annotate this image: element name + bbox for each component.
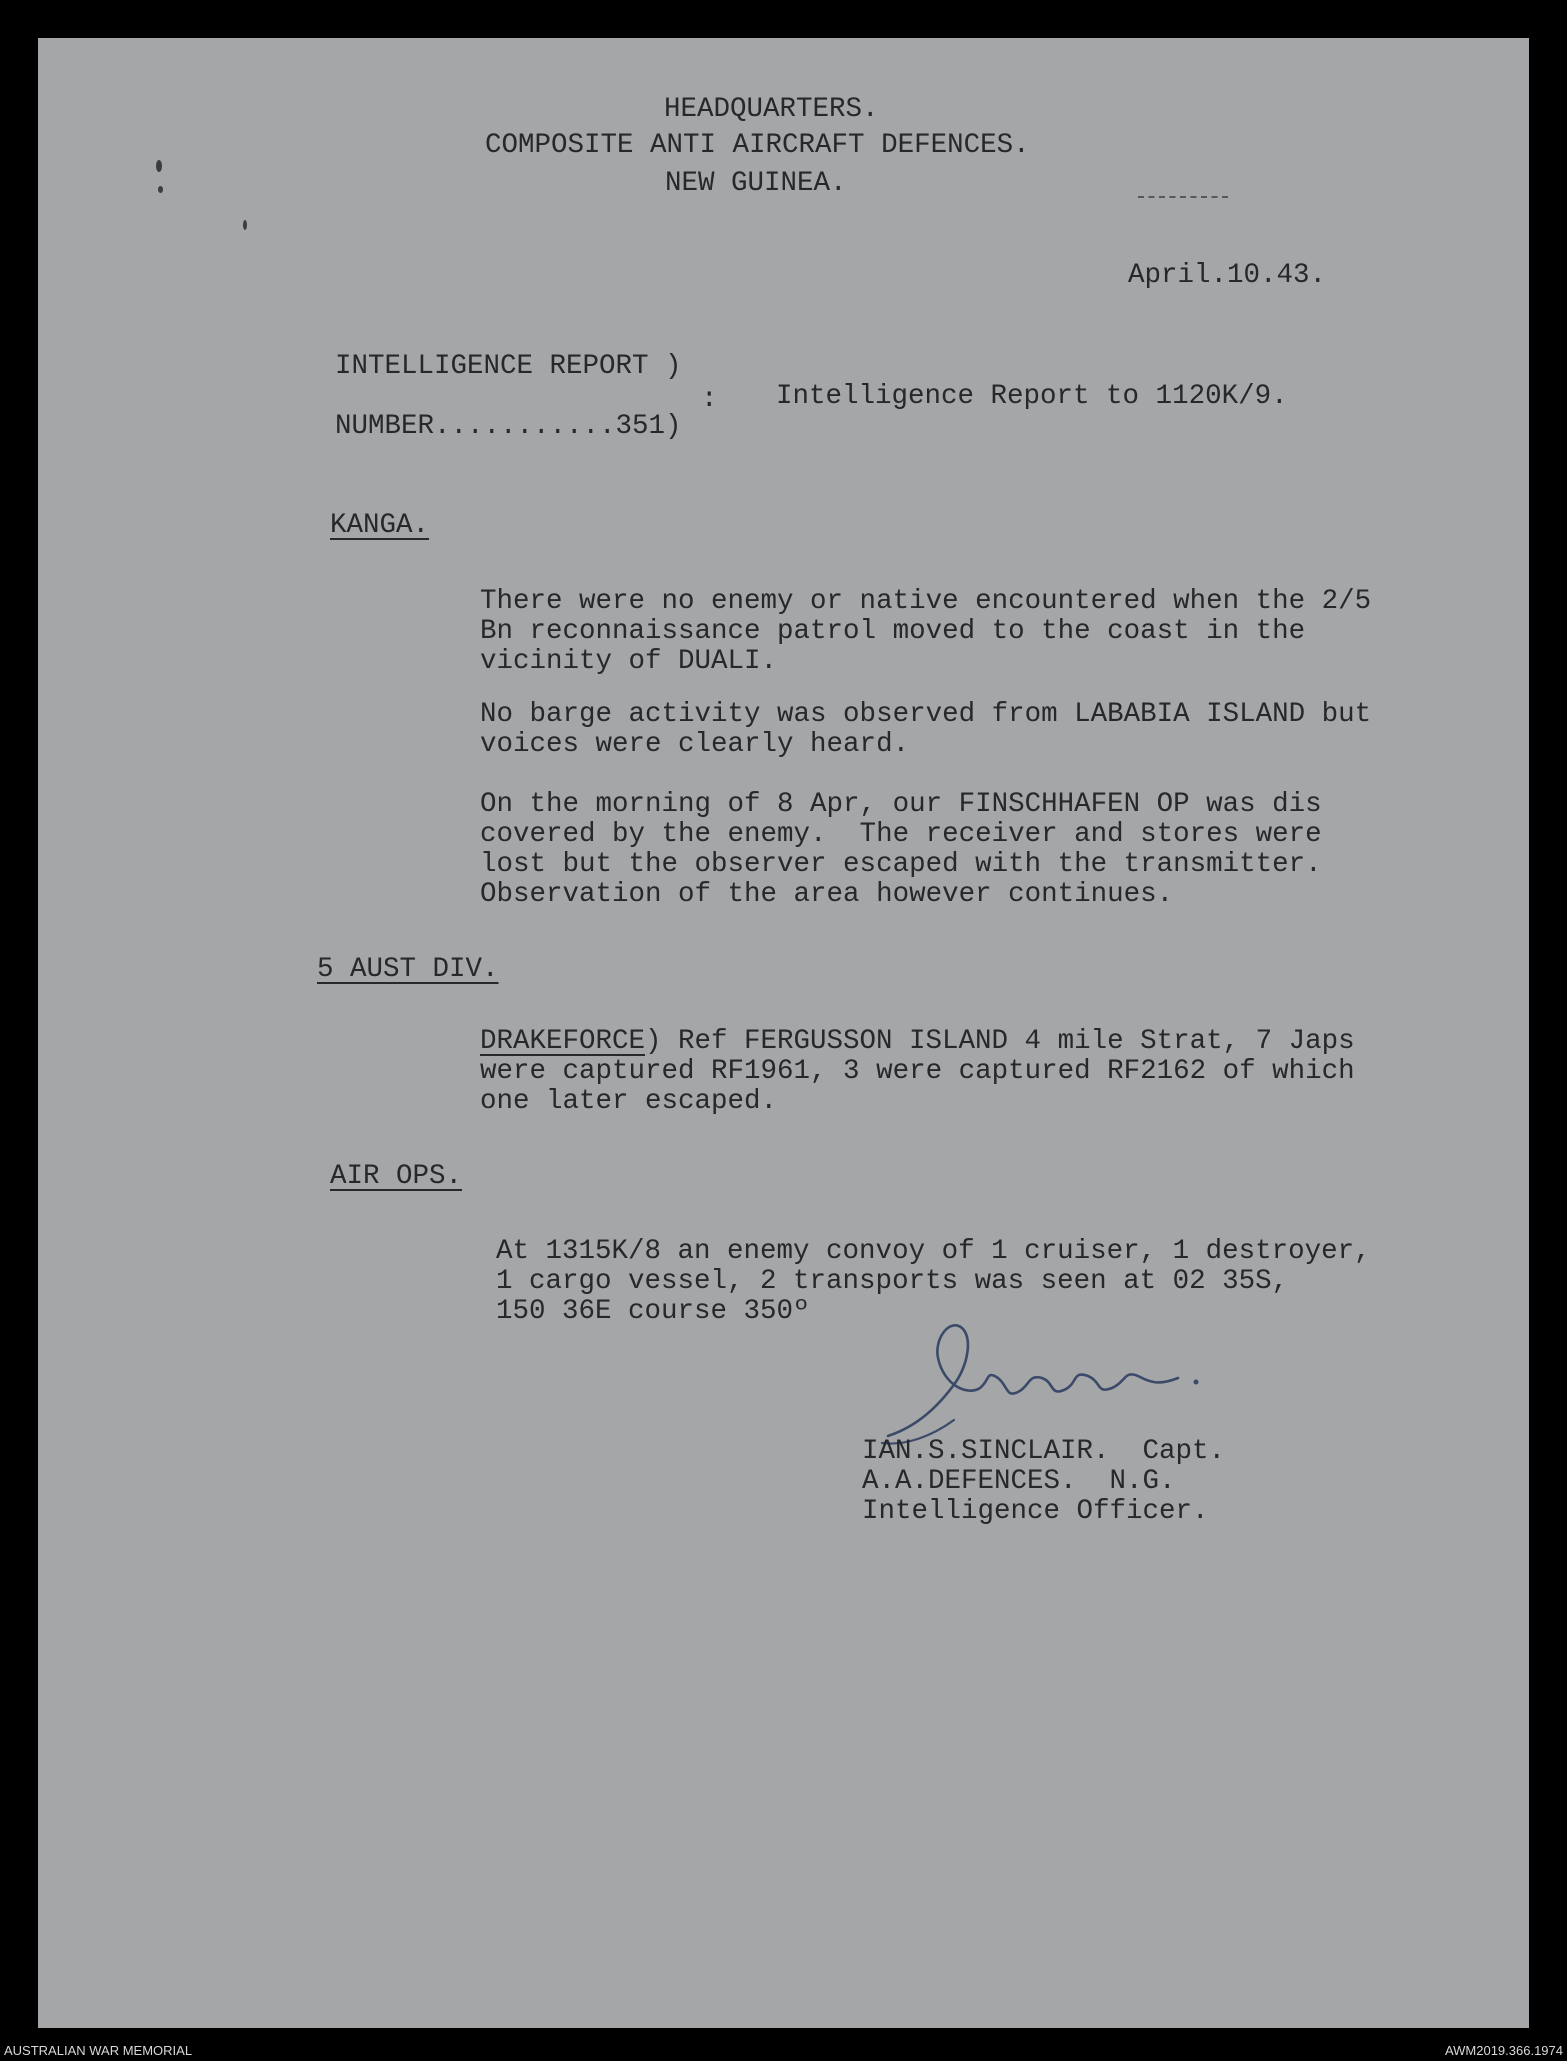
paragraph-line: At 1315K/8 an enemy convoy of 1 cruiser, 1 destroyer, xyxy=(496,1236,1371,1267)
paragraph-line: No barge activity was observed from LABABIA ISLAND but xyxy=(480,699,1372,730)
ink-speck xyxy=(243,220,247,230)
report-number: NUMBER...........351) xyxy=(335,411,682,442)
ink-speck xyxy=(156,160,162,172)
paragraph-line: were captured RF1961, 3 were captured RF2162 of which xyxy=(480,1056,1355,1087)
paragraph-line: ) Ref FERGUSSON ISLAND 4 mile Strat, 7 Japs xyxy=(645,1026,1355,1057)
header-line-1: HEADQUARTERS. xyxy=(664,94,879,125)
signatory-role: Intelligence Officer. xyxy=(862,1496,1209,1527)
paragraph-line: Bn reconnaissance patrol moved to the coast in the xyxy=(480,616,1306,647)
section-heading-kanga: KANGA. xyxy=(330,510,430,541)
footer-institution: AUSTRALIAN WAR MEMORIAL xyxy=(4,2043,193,2058)
ink-speck xyxy=(158,186,163,193)
footer-accession-number: AWM2019.366.1974 xyxy=(1444,2043,1563,2058)
paragraph-line: one later escaped. xyxy=(480,1086,778,1117)
paragraph-line: voices were clearly heard. xyxy=(480,729,910,760)
paragraph-line: On the morning of 8 Apr, our FINSCHHAFEN OP was dis xyxy=(480,789,1322,820)
section-heading-air-ops: AIR OPS. xyxy=(330,1161,463,1192)
document-date: April.10.43. xyxy=(1128,260,1327,291)
report-colon: : xyxy=(701,384,718,415)
paragraph-line: lost but the observer escaped with the transmitter. xyxy=(480,849,1322,880)
section-heading-5-aust-div: 5 AUST DIV. xyxy=(317,954,499,985)
document-page xyxy=(38,38,1529,2028)
signatory-unit: A.A.DEFENCES. N.G. xyxy=(862,1466,1176,1497)
paragraph-line: covered by the enemy. The receiver and stores were xyxy=(480,819,1322,850)
header-line-3: NEW GUINEA. xyxy=(665,168,847,199)
report-title: INTELLIGENCE REPORT ) xyxy=(335,351,682,382)
ink-mark xyxy=(1138,196,1228,199)
subheading-drakeforce: DRAKEFORCE xyxy=(480,1026,646,1057)
report-subject: Intelligence Report to 1120K/9. xyxy=(776,381,1288,412)
header-line-2: COMPOSITE ANTI AIRCRAFT DEFENCES. xyxy=(485,130,1030,161)
paragraph-line: 150 36E course 350º xyxy=(496,1296,810,1327)
paragraph-line: 1 cargo vessel, 2 transports was seen at 02 35S, xyxy=(496,1266,1289,1297)
paragraph-line: There were no enemy or native encountered when the 2/5 xyxy=(480,586,1372,617)
paragraph-line: vicinity of DUALI. xyxy=(480,646,778,677)
paragraph-line: Observation of the area however continues. xyxy=(480,879,1174,910)
signatory-name: IAN.S.SINCLAIR. Capt. xyxy=(862,1436,1226,1467)
